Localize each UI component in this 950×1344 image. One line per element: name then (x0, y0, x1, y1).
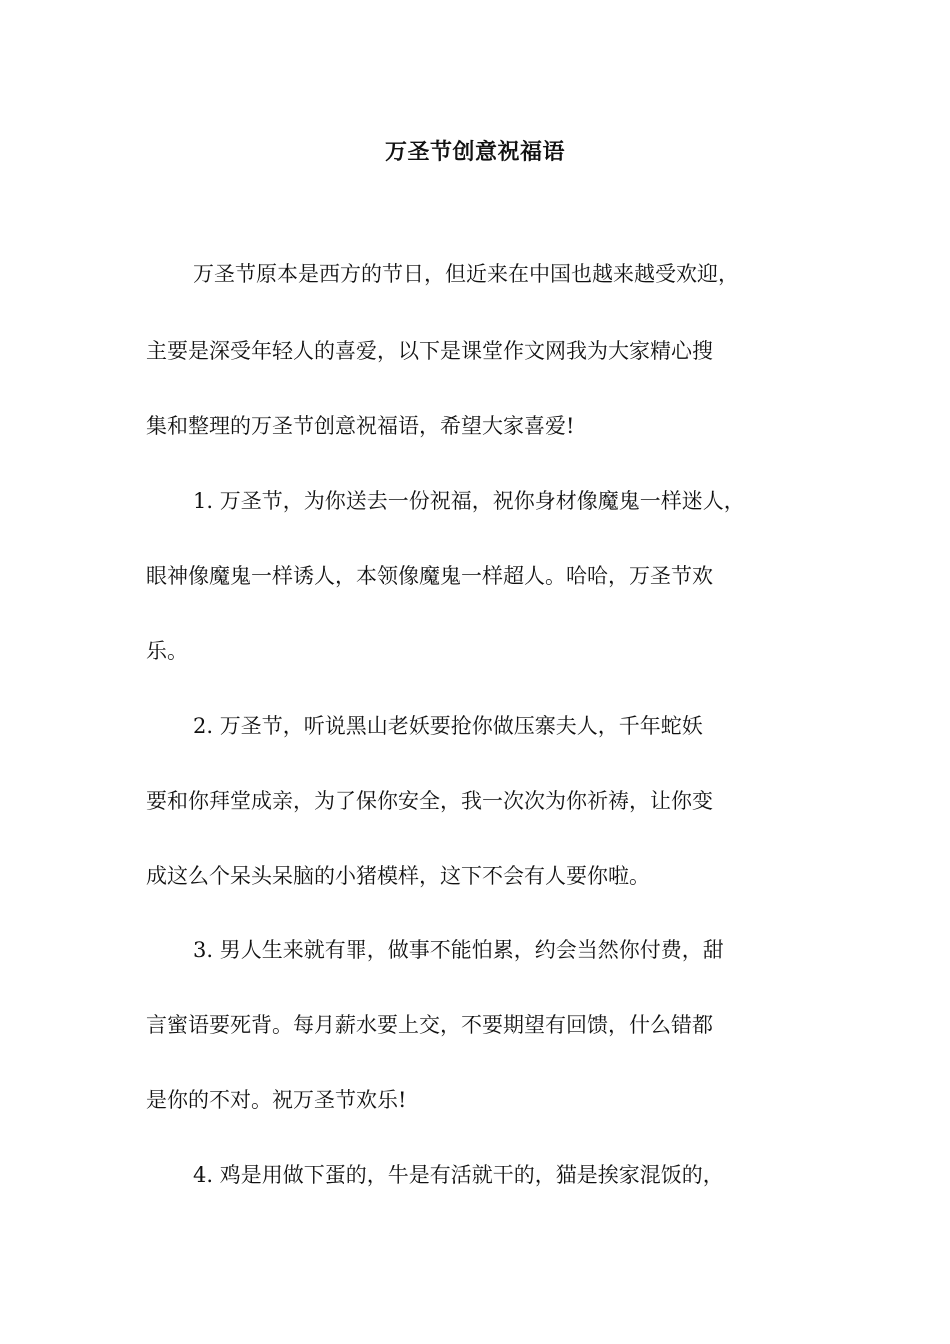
paragraph-intro-line-3: 集和整理的万圣节创意祝福语，希望大家喜爱! (146, 414, 575, 438)
document-title: 万圣节创意祝福语 (384, 139, 565, 165)
paragraph-intro-line-1: 万圣节原本是西方的节日，但近来在中国也越来越受欢迎， (193, 262, 739, 286)
paragraph-item-3-line-2: 言蜜语要死背。每月薪水要上交，不要期望有回馈，什么错都 (146, 1013, 713, 1037)
paragraph-item-4-line-1: 4. 鸡是用做下蛋的，牛是有活就干的，猫是挨家混饭的， (193, 1163, 724, 1187)
paragraph-item-2-line-2: 要和你拜堂成亲，为了保你安全，我一次次为你祈祷，让你变 (146, 789, 713, 813)
paragraph-item-2-line-3: 成这么个呆头呆脑的小猪模样，这下不会有人要你啦。 (146, 864, 650, 888)
paragraph-item-2-line-1: 2. 万圣节，听说黑山老妖要抢你做压寨夫人，千年蛇妖 (193, 714, 703, 738)
paragraph-item-3-line-1: 3. 男人生来就有罪，做事不能怕累，约会当然你付费，甜 (193, 938, 724, 962)
paragraph-item-1-line-2: 眼神像魔鬼一样诱人，本领像魔鬼一样超人。哈哈，万圣节欢 (146, 564, 713, 588)
paragraph-intro-line-2: 主要是深受年轻人的喜爱，以下是课堂作文网我为大家精心搜 (146, 339, 713, 363)
paragraph-item-3-line-3: 是你的不对。祝万圣节欢乐! (146, 1088, 407, 1112)
paragraph-item-1-line-3: 乐。 (146, 639, 188, 663)
paragraph-item-1-line-1: 1. 万圣节，为你送去一份祝福，祝你身材像魔鬼一样迷人， (193, 489, 745, 513)
